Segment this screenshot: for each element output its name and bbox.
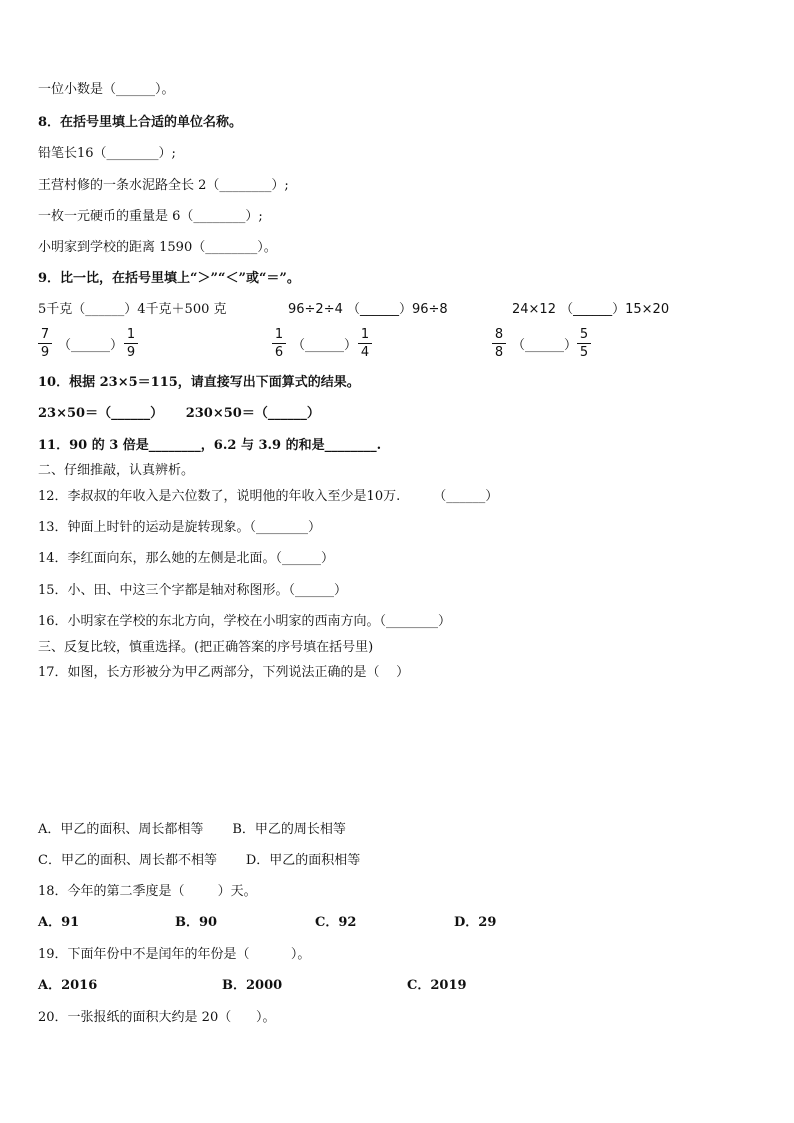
question-15: 15．小、田、中这三个字都是轴对称图形。（______） xyxy=(38,583,348,598)
fraction-compare-blank-1: （______） xyxy=(58,338,124,353)
question-18-option-c: C．92 xyxy=(315,915,357,930)
question-9-row1-b: 96÷2÷4 （______）96÷8 xyxy=(288,302,448,317)
fraction-compare-blank-2: （______） xyxy=(292,338,358,353)
question-19-option-c: C．2019 xyxy=(407,978,467,993)
question-18-option-a: A．91 xyxy=(38,915,80,930)
fraction-1-6: 1 6 xyxy=(272,327,286,360)
question-17-options-ab: A．甲乙的面积、周长都相等 B．甲乙的周长相等 xyxy=(38,822,346,837)
question-8-d: 小明家到学校的距离 1590（________）。 xyxy=(38,240,277,255)
question-17-options-cd: C．甲乙的面积、周长都不相等 D．甲乙的面积相等 xyxy=(38,853,361,868)
question-8-c: 一枚一元硬币的重量是 6（________）; xyxy=(38,209,263,224)
question-16: 16．小明家在学校的东北方向，学校在小明家的西南方向。（________） xyxy=(38,614,452,629)
question-17: 17．如图，长方形被分为甲乙两部分，下列说法正确的是（ ） xyxy=(38,665,410,680)
fraction-1-9: 1 9 xyxy=(124,327,138,360)
question-18-option-b: B．90 xyxy=(175,915,218,930)
question-9-row1-c: 24×12 （______）15×20 xyxy=(512,302,670,317)
question-18: 18．今年的第二季度是（ ）天。 xyxy=(38,884,257,899)
question-19-option-b: B．2000 xyxy=(222,978,283,993)
question-10-a: 23×50＝（______） 230×50＝（______） xyxy=(38,406,320,421)
question-14: 14．李红面向东，那么她的左侧是北面。（______） xyxy=(38,551,335,566)
fraction-compare-blank-3: （______） xyxy=(512,338,578,353)
question-11: 11．90 的 3 倍是________，6.2 与 3.9 的和是________. xyxy=(38,438,382,453)
fraction-1-4: 1 4 xyxy=(358,327,372,360)
question-10: 10．根据 23×5＝115，请直接写出下面算式的结果。 xyxy=(38,375,360,390)
question-19-option-a: A．2016 xyxy=(38,978,98,993)
section-3-heading: 三、反复比较，慎重选择。(把正确答案的序号填在括号里) xyxy=(38,640,374,655)
question-20: 20．一张报纸的面积大约是 20（ ）。 xyxy=(38,1010,276,1025)
question-9: 9．比一比，在括号里填上“＞”“＜”或“＝”。 xyxy=(38,271,300,286)
question-8-a: 铅笔长16（________）; xyxy=(38,146,176,161)
question-8-b: 王营村修的一条水泥路全长 2（________）; xyxy=(38,178,289,193)
question-9-row1-a: 5千克（______）4千克＋500 克 xyxy=(38,302,227,317)
question-18-option-d: D．29 xyxy=(454,915,497,930)
question-19: 19．下面年份中不是闰年的年份是（ ）。 xyxy=(38,947,311,962)
question-8: 8．在括号里填上合适的单位名称。 xyxy=(38,115,243,130)
fraction-8-8: 8 8 xyxy=(492,327,506,360)
intro-line: 一位小数是（______）。 xyxy=(38,82,175,97)
fraction-7-9: 7 9 xyxy=(38,327,52,360)
fraction-5-5: 5 5 xyxy=(577,327,591,360)
question-12: 12．李叔叔的年收入是六位数了，说明他的年收入至少是10万. （______） xyxy=(38,489,499,504)
section-2-heading: 二、仔细推敲，认真辨析。 xyxy=(38,463,195,478)
question-13: 13．钟面上时针的运动是旋转现象。（________） xyxy=(38,520,322,535)
